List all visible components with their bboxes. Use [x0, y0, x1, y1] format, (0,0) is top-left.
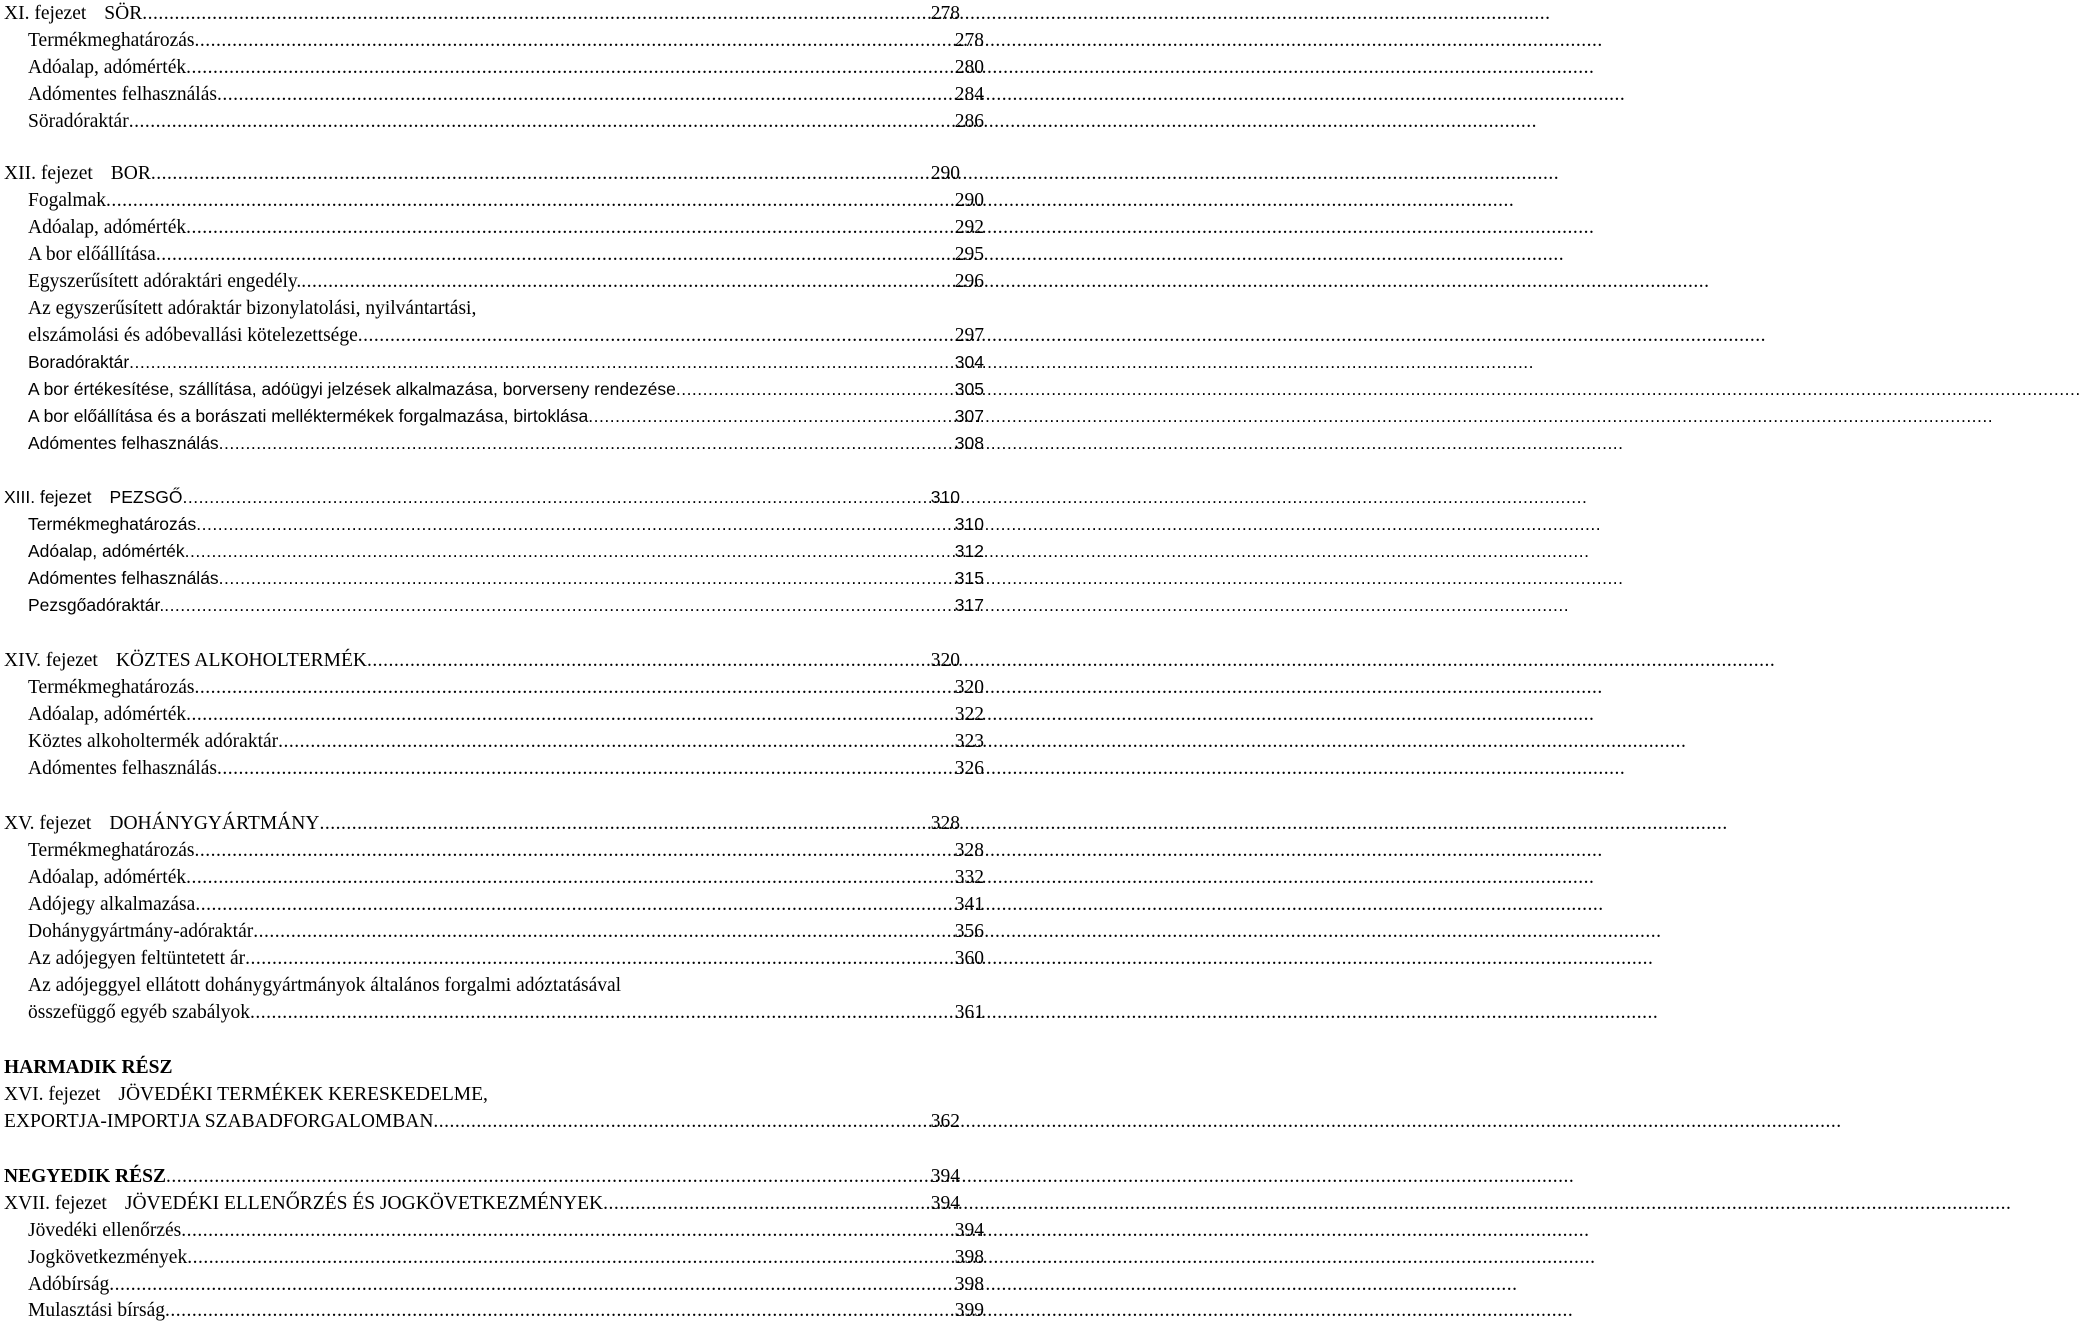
- toc-entry-title: A bor előállítása: [28, 244, 156, 265]
- toc-page-number: 284: [954, 84, 984, 105]
- toc-entry-title: Az adójegyen feltüntetett ár: [28, 948, 246, 969]
- toc-page-number: 315: [954, 568, 984, 588]
- toc-page-number: 399: [954, 1300, 984, 1321]
- toc-entry-title: XI. fejezet SÖR: [4, 3, 143, 24]
- toc-entry[interactable]: [4, 1271, 984, 1298]
- toc-entry[interactable]: [4, 108, 984, 135]
- toc-entry-title: Adóalap, adómérték: [28, 57, 187, 78]
- toc-page-number: 307: [954, 406, 984, 426]
- toc-entry[interactable]: [4, 755, 984, 782]
- toc-entry-title: Az adójeggyel ellátott dohánygyártmányok általános forgalmi adóztatásával: [28, 975, 622, 996]
- toc-page-number: 326: [954, 758, 984, 779]
- toc-page-number: 322: [954, 704, 984, 725]
- toc-entry-title: Adóalap, adómérték: [28, 867, 187, 888]
- leader-dots: [194, 27, 954, 54]
- leader-dots: [278, 728, 955, 755]
- toc-page-number: 286: [954, 111, 984, 132]
- toc-entry-title: EXPORTJA-IMPORTJA SZABADFORGALOMBAN: [4, 1111, 434, 1132]
- toc-entry[interactable]: [4, 1244, 984, 1271]
- toc-entry-title: Adómentes felhasználás: [28, 568, 219, 588]
- toc-entry[interactable]: [4, 241, 984, 268]
- toc-entry[interactable]: [4, 1217, 984, 1244]
- toc-page-number: 320: [930, 650, 960, 671]
- leader-dots: [433, 1108, 930, 1135]
- toc-entry[interactable]: [4, 214, 984, 241]
- toc-page-number: 310: [954, 514, 984, 534]
- toc-page-number: 394: [930, 1166, 960, 1187]
- leader-dots: [185, 538, 955, 565]
- toc-entry-title: Adómentes felhasználás: [28, 84, 217, 105]
- leader-dots: [367, 647, 931, 674]
- toc-entry-title: A bor előállítása és a borászati melléktermékek forgalmazása, birtoklása: [28, 406, 589, 426]
- leader-dots: [194, 674, 954, 701]
- toc-entry[interactable]: [4, 701, 984, 728]
- toc-entry-line[interactable]: [4, 972, 984, 999]
- toc-entry[interactable]: [4, 945, 984, 972]
- leader-dots: [156, 241, 955, 268]
- leader-dots: [217, 81, 955, 108]
- toc-entry-title: Adómentes felhasználás: [28, 758, 217, 779]
- toc-page-number: 292: [954, 217, 984, 238]
- toc-entry[interactable]: [4, 376, 984, 403]
- leader-dots: [219, 565, 955, 592]
- leader-dots: [182, 484, 930, 511]
- toc-page-number: 278: [930, 3, 960, 24]
- toc-entry-title: Adóalap, adómérték: [28, 541, 185, 561]
- toc-entry-line[interactable]: [4, 295, 984, 322]
- leader-dots: [603, 1190, 931, 1217]
- toc-entry-title: Fogalmak: [28, 190, 106, 211]
- toc-entry-title: XVI. fejezet JÖVEDÉKI TERMÉKEK KERESKEDELME,: [4, 1084, 488, 1105]
- leader-dots: [245, 945, 955, 972]
- leader-dots: [217, 755, 955, 782]
- toc-entry[interactable]: [4, 674, 984, 701]
- toc-entry[interactable]: [4, 403, 984, 430]
- toc-entry-title: A bor értékesítése, szállítása, adóügyi jelzések alkalmazása, borverseny rendezése: [28, 379, 676, 399]
- toc-page-number: 398: [954, 1274, 984, 1295]
- toc-page-number: 305: [954, 379, 984, 399]
- toc-entry-title: Termékmeghatározás: [28, 514, 197, 534]
- leader-dots: [186, 54, 955, 81]
- toc-entry[interactable]: [4, 538, 984, 565]
- toc-page-number: 308: [954, 433, 984, 453]
- leader-dots: [253, 918, 955, 945]
- toc-entry-title: Adóalap, adómérték: [28, 217, 187, 238]
- toc-page-number: 328: [930, 813, 960, 834]
- toc-entry[interactable]: [4, 511, 984, 538]
- toc-page-number: 320: [954, 677, 984, 698]
- toc-part-title: NEGYEDIK RÉSZ: [4, 1166, 166, 1187]
- toc-entry[interactable]: [4, 1297, 984, 1324]
- toc-page-number: 280: [954, 57, 984, 78]
- toc-page-number: 297: [954, 325, 984, 346]
- leader-dots: [676, 376, 955, 403]
- leader-dots: [186, 864, 955, 891]
- toc-page-number: 362: [930, 1111, 960, 1132]
- leader-dots: [219, 430, 955, 457]
- leader-dots: [165, 1297, 955, 1324]
- toc-entry[interactable]: [4, 187, 984, 214]
- leader-dots: [588, 403, 955, 430]
- leader-dots: [106, 187, 955, 214]
- toc-page-number: 356: [954, 921, 984, 942]
- toc-entry-title: XII. fejezet BOR: [4, 163, 151, 184]
- toc-entry-title: Adójegy alkalmazása: [28, 894, 196, 915]
- toc-entry[interactable]: [4, 349, 984, 376]
- toc-entry[interactable]: [4, 918, 984, 945]
- toc-entry-title: XV. fejezet DOHÁNYGYÁRTMÁNY: [4, 813, 320, 834]
- leader-dots: [319, 810, 930, 837]
- toc-entry[interactable]: [4, 54, 984, 81]
- toc-entry-title: Egyszerűsített adóraktári engedély.: [28, 271, 302, 292]
- toc-entry-title: Pezsgőadóraktár.: [28, 595, 165, 615]
- toc-entry[interactable]: [4, 430, 984, 457]
- toc-entry[interactable]: [4, 864, 984, 891]
- toc-page-number: 304: [954, 352, 984, 372]
- toc-entry-title: Termékmeghatározás: [28, 840, 195, 861]
- toc-entry[interactable]: [4, 322, 984, 349]
- leader-dots: [196, 511, 955, 538]
- toc-chapter-xv[interactable]: [4, 810, 960, 837]
- leader-dots: [166, 1163, 931, 1190]
- leader-dots: [109, 1271, 955, 1298]
- toc-chapter-xiv[interactable]: [4, 647, 960, 674]
- toc-chapter-xvii[interactable]: [4, 1190, 960, 1217]
- toc-entry-title: Adómentes felhasználás: [28, 433, 219, 453]
- leader-dots: [151, 160, 931, 187]
- toc-page-number: 323: [954, 731, 984, 752]
- toc-entry-title: Termékmeghatározás: [28, 30, 195, 51]
- toc-entry-title: XIV. fejezet KÖZTES ALKOHOLTERMÉK: [4, 650, 367, 671]
- leader-dots: [358, 322, 955, 349]
- toc-entry-title: Az egyszerűsített adóraktár bizonylatolási, nyilvántartási,: [28, 298, 477, 319]
- toc-page-number: 312: [954, 541, 984, 561]
- leader-dots: [164, 592, 955, 619]
- leader-dots: [186, 701, 955, 728]
- toc-entry-title: Adóbírság: [28, 1274, 110, 1295]
- toc-entry-title: Dohánygyártmány-adóraktár: [28, 921, 254, 942]
- toc-entry[interactable]: [4, 268, 984, 295]
- toc-page-number: 290: [954, 190, 984, 211]
- toc-entry[interactable]: [4, 565, 984, 592]
- toc-entry-title: Jogkövetkezmények: [28, 1247, 188, 1268]
- toc-page-number: 398: [954, 1247, 984, 1268]
- toc-entry[interactable]: [4, 837, 984, 864]
- toc-entry-title: Jövedéki ellenőrzés: [28, 1220, 182, 1241]
- toc-part-title: HARMADIK RÉSZ: [4, 1057, 173, 1078]
- toc-page-number: 278: [954, 30, 984, 51]
- toc-entry[interactable]: [4, 81, 984, 108]
- toc-page-number: 310: [930, 487, 960, 507]
- toc-entry-title: XIII. fejezet PEZSGŐ: [4, 487, 183, 507]
- toc-page-number: 361: [954, 1002, 984, 1023]
- toc-page-number: 295: [954, 244, 984, 265]
- toc-entry-title: XVII. fejezet JÖVEDÉKI ELLENŐRZÉS ÉS JOGKÖVETKEZMÉNYEK: [4, 1193, 604, 1214]
- toc-entry-title: Köztes alkoholtermék adóraktár: [28, 731, 279, 752]
- toc-entry[interactable]: [4, 728, 984, 755]
- toc-entry[interactable]: [4, 999, 984, 1026]
- toc-page-number: 332: [954, 867, 984, 888]
- leader-dots: [181, 1217, 955, 1244]
- leader-dots: [195, 891, 954, 918]
- toc-page-number: 394: [930, 1193, 960, 1214]
- toc-page-number: 290: [930, 163, 960, 184]
- leader-dots: [129, 349, 955, 376]
- toc-chapter-xvi[interactable]: [4, 1081, 960, 1108]
- toc-page-number: 394: [954, 1220, 984, 1241]
- toc-page-number: 328: [954, 840, 984, 861]
- toc-entry[interactable]: [4, 592, 984, 619]
- toc-entry-title: Termékmeghatározás: [28, 677, 195, 698]
- toc-chapter-xii[interactable]: [4, 160, 960, 187]
- toc-entry-title: összefüggő egyéb szabályok: [28, 1002, 251, 1023]
- toc-page-number: 341: [954, 894, 984, 915]
- toc-entry-title: elszámolási és adóbevallási kötelezettsége: [28, 325, 358, 346]
- toc-entry[interactable]: [4, 27, 984, 54]
- leader-dots: [129, 108, 955, 135]
- toc-page-number: 317: [954, 595, 984, 615]
- toc-entry[interactable]: [4, 1108, 960, 1135]
- toc-entry-title: Adóalap, adómérték: [28, 704, 187, 725]
- toc-entry-title: Mulasztási bírság: [28, 1300, 166, 1321]
- toc-page-number: 296: [954, 271, 984, 292]
- leader-dots: [142, 0, 931, 27]
- toc-entry[interactable]: [4, 891, 984, 918]
- leader-dots: [194, 837, 954, 864]
- toc-part-heading[interactable]: [4, 1163, 960, 1190]
- toc-part-heading[interactable]: [4, 1054, 960, 1081]
- leader-dots: [250, 999, 955, 1026]
- leader-dots: [187, 1244, 955, 1271]
- toc-page-number: 360: [954, 948, 984, 969]
- toc-entry-title: Boradóraktár: [28, 352, 130, 372]
- toc-entry-title: Söradóraktár: [28, 111, 129, 132]
- toc-chapter-xiii[interactable]: [4, 484, 960, 511]
- leader-dots: [186, 214, 955, 241]
- leader-dots: [301, 268, 955, 295]
- toc-chapter-xi[interactable]: [4, 0, 960, 27]
